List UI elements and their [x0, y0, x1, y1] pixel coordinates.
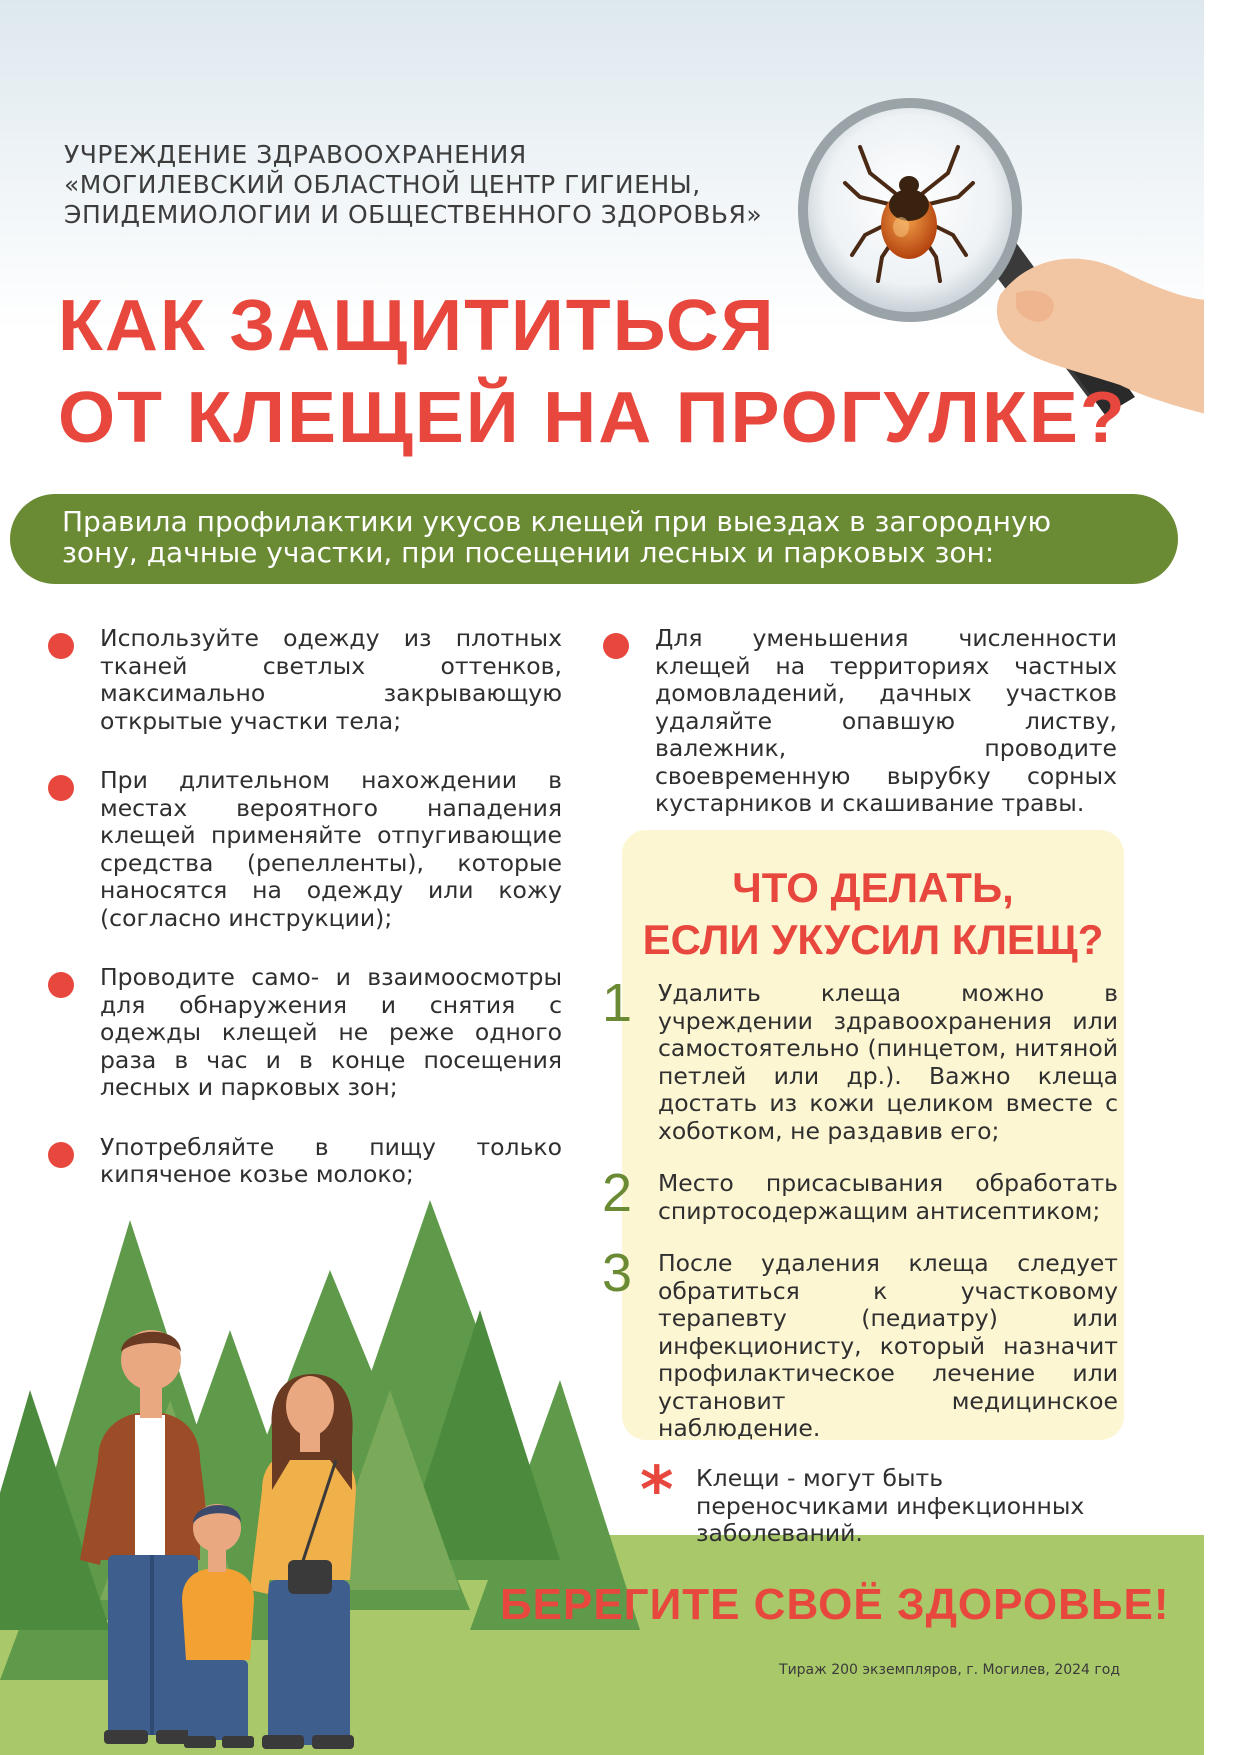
rule-text: Употребляйте в пищу только кипяченое козье молоко;	[100, 1132, 562, 1188]
note-text: Клещи - могут быть переносчиками инфекционных заболеваний.	[696, 1464, 1085, 1547]
institution-line-2: «МОГИЛЕВСКИЙ ОБЛАСТНОЙ ЦЕНТР ГИГИЕНЫ,	[64, 170, 701, 199]
asterisk-icon: *	[640, 1454, 674, 1528]
rule-text: Проводите само- и взаимоосмотры для обнаружения и снятия с одежды клещей не реже одного раза в час и в конце посещения лесных и парковых зон;	[100, 963, 562, 1101]
print-run-info: Тираж 200 экземпляров, г. Могилев, 2024 год	[779, 1662, 1120, 1678]
institution-name	[64, 140, 824, 230]
help-title	[622, 862, 1124, 966]
family-in-forest-illustration	[0, 1160, 640, 1755]
title-line-1: КАК ЗАЩИТИТЬСЯ	[58, 286, 776, 366]
step-text: Место присасывания обработать спиртосодержащим антисептиком;	[658, 1169, 1118, 1225]
page-margin	[1204, 0, 1240, 1755]
institution-line-3: ЭПИДЕМИОЛОГИИ И ОБЩЕСТВЕННОГО ЗДОРОВЬЯ»	[64, 200, 763, 229]
rules-banner	[10, 494, 1178, 584]
title-line-2: ОТ КЛЕЩЕЙ НА ПРОГУЛКЕ?	[58, 378, 1127, 458]
bullet-dot-icon	[603, 633, 629, 659]
rule-text: Используйте одежду из плотных тканей светлых оттенков, максимально закрывающую открытые участки тела;	[100, 624, 562, 735]
rule-item	[100, 964, 562, 1102]
rules-left-column	[100, 625, 562, 1221]
rule-item	[100, 625, 562, 735]
help-title-line-2: ЕСЛИ УКУСИЛ КЛЕЩ?	[642, 916, 1104, 963]
step-text: Удалить клеща можно в учреждении здравоохранения или самостоятельно (пинцетом, нитяной петлей или др.). Важно клеща достать из кожи целиком вместе с хоботком, не раздавив его;	[658, 979, 1118, 1145]
rule-text: При длительном нахождении в местах вероятного нападения клещей применяйте отпугивающие средства (репелленты), которые наносятся на одежду или кожу (согласно инструкции);	[100, 766, 562, 932]
step-number: 2	[602, 1163, 633, 1223]
banner-line-1: Правила профилактики укусов клещей при выездах в загородную	[62, 505, 1052, 538]
help-title-line-1: ЧТО ДЕЛАТЬ,	[732, 864, 1014, 911]
step-number: 1	[602, 973, 633, 1033]
slogan: БЕРЕГИТЕ СВОЁ ЗДОРОВЬЕ!	[500, 1580, 1170, 1629]
bullet-dot-icon	[48, 775, 74, 801]
step-text: После удаления клеща следует обратиться к участковому терапевту (педиатру) или инфекционисту, который назначит профилактическое лечение или установит медицинское наблюдение.	[658, 1249, 1118, 1442]
bullet-dot-icon	[48, 633, 74, 659]
bullet-dot-icon	[48, 972, 74, 998]
main-title	[58, 280, 1127, 464]
rules-right-column	[655, 625, 1117, 850]
rule-text: Для уменьшения численности клещей на территориях частных домовладений, дачных участков удаляйте опавшую листву, валежник, проводите своевременную вырубку сорных кустарников и скашивание травы.	[655, 624, 1117, 817]
banner-line-2: зону, дачные участки, при посещении лесных и парковых зон:	[62, 536, 995, 569]
step-number: 3	[602, 1243, 633, 1303]
institution-line-1: УЧРЕЖДЕНИЕ ЗДРАВООХРАНЕНИЯ	[64, 140, 527, 169]
rule-item	[100, 767, 562, 932]
rule-item	[655, 625, 1117, 818]
